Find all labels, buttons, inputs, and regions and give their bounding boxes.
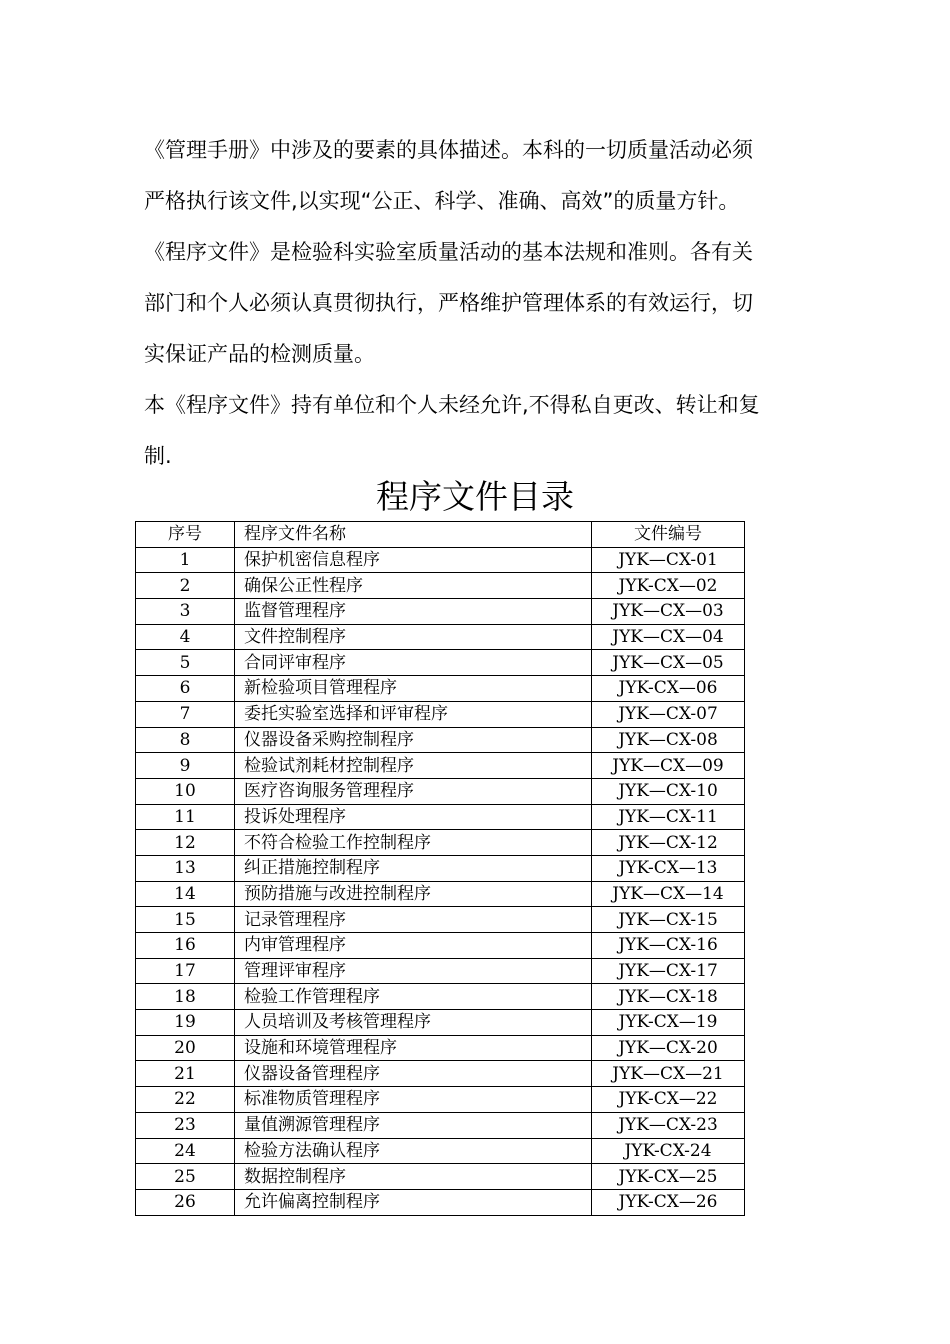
table-row — [136, 599, 745, 625]
intro-line: 本《程序文件》持有单位和个人未经允许,不得私自更改、转让和复 — [144, 393, 760, 417]
intro-line: 《管理手册》中涉及的要素的具体描述。本科的一切质量活动必须 — [144, 138, 753, 162]
table-row — [136, 1189, 745, 1215]
row-code: JYK—CX-08 — [592, 727, 745, 753]
row-code: JYK—CX—09 — [592, 753, 745, 779]
row-name: 保护机密信息程序 — [235, 547, 592, 573]
row-name: 检验方法确认程序 — [235, 1138, 592, 1164]
row-name: 仪器设备采购控制程序 — [235, 727, 592, 753]
row-number: 11 — [136, 804, 235, 830]
row-code: JYK—CX—05 — [592, 650, 745, 676]
row-name: 管理评审程序 — [235, 958, 592, 984]
table-row — [136, 1112, 745, 1138]
row-name: 设施和环境管理程序 — [235, 1035, 592, 1061]
row-name: 监督管理程序 — [235, 599, 592, 625]
row-number: 12 — [136, 830, 235, 856]
row-name: 文件控制程序 — [235, 624, 592, 650]
row-code: JYK—CX-01 — [592, 547, 745, 573]
row-code: JYK-CX-24 — [592, 1138, 745, 1164]
row-number: 16 — [136, 933, 235, 959]
row-code: JYK—CX-15 — [592, 907, 745, 933]
row-number: 5 — [136, 650, 235, 676]
row-name: 投诉处理程序 — [235, 804, 592, 830]
row-code: JYK—CX—21 — [592, 1061, 745, 1087]
row-code: JYK—CX-16 — [592, 933, 745, 959]
intro-line: 制. — [144, 444, 172, 468]
table-row — [136, 624, 745, 650]
row-code: JYK—CX-11 — [592, 804, 745, 830]
row-number: 3 — [136, 599, 235, 625]
row-code: JYK-CX—06 — [592, 676, 745, 702]
row-number: 18 — [136, 984, 235, 1010]
table-row — [136, 830, 745, 856]
table-row — [136, 573, 745, 599]
document-index-table — [135, 521, 745, 1216]
table-row — [136, 753, 745, 779]
row-code: JYK—CX—14 — [592, 881, 745, 907]
row-name: 确保公正性程序 — [235, 573, 592, 599]
row-name: 纠正措施控制程序 — [235, 855, 592, 881]
row-code: JYK-CX—25 — [592, 1164, 745, 1190]
row-number: 24 — [136, 1138, 235, 1164]
row-code: JYK—CX-17 — [592, 958, 745, 984]
table-row — [136, 701, 745, 727]
table-header-row — [136, 522, 745, 548]
row-code: JYK—CX-23 — [592, 1112, 745, 1138]
row-name: 预防措施与改进控制程序 — [235, 881, 592, 907]
row-number: 1 — [136, 547, 235, 573]
row-name: 标准物质管理程序 — [235, 1087, 592, 1113]
header-number: 序号 — [136, 522, 235, 548]
row-number: 21 — [136, 1061, 235, 1087]
row-code: JYK-CX—22 — [592, 1087, 745, 1113]
row-name: 委托实验室选择和评审程序 — [235, 701, 592, 727]
table-row — [136, 958, 745, 984]
row-name: 人员培训及考核管理程序 — [235, 1010, 592, 1036]
row-number: 15 — [136, 907, 235, 933]
row-name: 内审管理程序 — [235, 933, 592, 959]
row-number: 7 — [136, 701, 235, 727]
row-code: JYK—CX-10 — [592, 778, 745, 804]
table-row — [136, 650, 745, 676]
row-code: JYK—CX-18 — [592, 984, 745, 1010]
table-row — [136, 727, 745, 753]
row-code: JYK-CX—26 — [592, 1189, 745, 1215]
row-name: 允许偏离控制程序 — [235, 1189, 592, 1215]
row-name: 检验试剂耗材控制程序 — [235, 753, 592, 779]
row-number: 25 — [136, 1164, 235, 1190]
row-number: 2 — [136, 573, 235, 599]
row-code: JYK-CX—13 — [592, 855, 745, 881]
table-row — [136, 1164, 745, 1190]
row-name: 量值溯源管理程序 — [235, 1112, 592, 1138]
table-row — [136, 1138, 745, 1164]
intro-text — [144, 125, 816, 482]
table-row — [136, 778, 745, 804]
row-number: 8 — [136, 727, 235, 753]
row-number: 20 — [136, 1035, 235, 1061]
table-row — [136, 984, 745, 1010]
row-number: 6 — [136, 676, 235, 702]
row-number: 14 — [136, 881, 235, 907]
row-code: JYK—CX-12 — [592, 830, 745, 856]
table-row — [136, 933, 745, 959]
row-name: 数据控制程序 — [235, 1164, 592, 1190]
table-row — [136, 676, 745, 702]
row-number: 19 — [136, 1010, 235, 1036]
row-number: 17 — [136, 958, 235, 984]
row-number: 9 — [136, 753, 235, 779]
intro-line: 严格执行该文件,以实现“公正、科学、准确、高效”的质量方针。 — [144, 189, 740, 213]
page-title: 程序文件目录 — [376, 477, 574, 516]
table-row — [136, 547, 745, 573]
row-number: 23 — [136, 1112, 235, 1138]
row-number: 22 — [136, 1087, 235, 1113]
table-row — [136, 804, 745, 830]
row-code: JYK—CX—03 — [592, 599, 745, 625]
table-row — [136, 1061, 745, 1087]
row-code: JYK—CX-20 — [592, 1035, 745, 1061]
row-number: 26 — [136, 1189, 235, 1215]
row-number: 4 — [136, 624, 235, 650]
row-name: 不符合检验工作控制程序 — [235, 830, 592, 856]
row-number: 10 — [136, 778, 235, 804]
row-name: 仪器设备管理程序 — [235, 1061, 592, 1087]
row-name: 新检验项目管理程序 — [235, 676, 592, 702]
row-code: JYK-CX—19 — [592, 1010, 745, 1036]
intro-line: 《程序文件》是检验科实验室质量活动的基本法规和准则。各有关 — [144, 240, 753, 264]
row-name: 记录管理程序 — [235, 907, 592, 933]
row-name: 医疗咨询服务管理程序 — [235, 778, 592, 804]
row-code: JYK-CX—02 — [592, 573, 745, 599]
intro-line: 实保证产品的检测质量。 — [144, 342, 375, 366]
table-row — [136, 907, 745, 933]
row-name: 检验工作管理程序 — [235, 984, 592, 1010]
intro-line: 部门和个人必须认真贯彻执行，严格维护管理体系的有效运行，切 — [144, 291, 753, 315]
row-name: 合同评审程序 — [235, 650, 592, 676]
table-body — [136, 547, 745, 1215]
table-row — [136, 1035, 745, 1061]
header-name: 程序文件名称 — [235, 522, 592, 548]
row-code: JYK—CX—04 — [592, 624, 745, 650]
table-row — [136, 881, 745, 907]
table-row — [136, 1087, 745, 1113]
row-code: JYK—CX-07 — [592, 701, 745, 727]
table-row — [136, 1010, 745, 1036]
row-number: 13 — [136, 855, 235, 881]
table-row — [136, 855, 745, 881]
header-code: 文件编号 — [592, 522, 745, 548]
